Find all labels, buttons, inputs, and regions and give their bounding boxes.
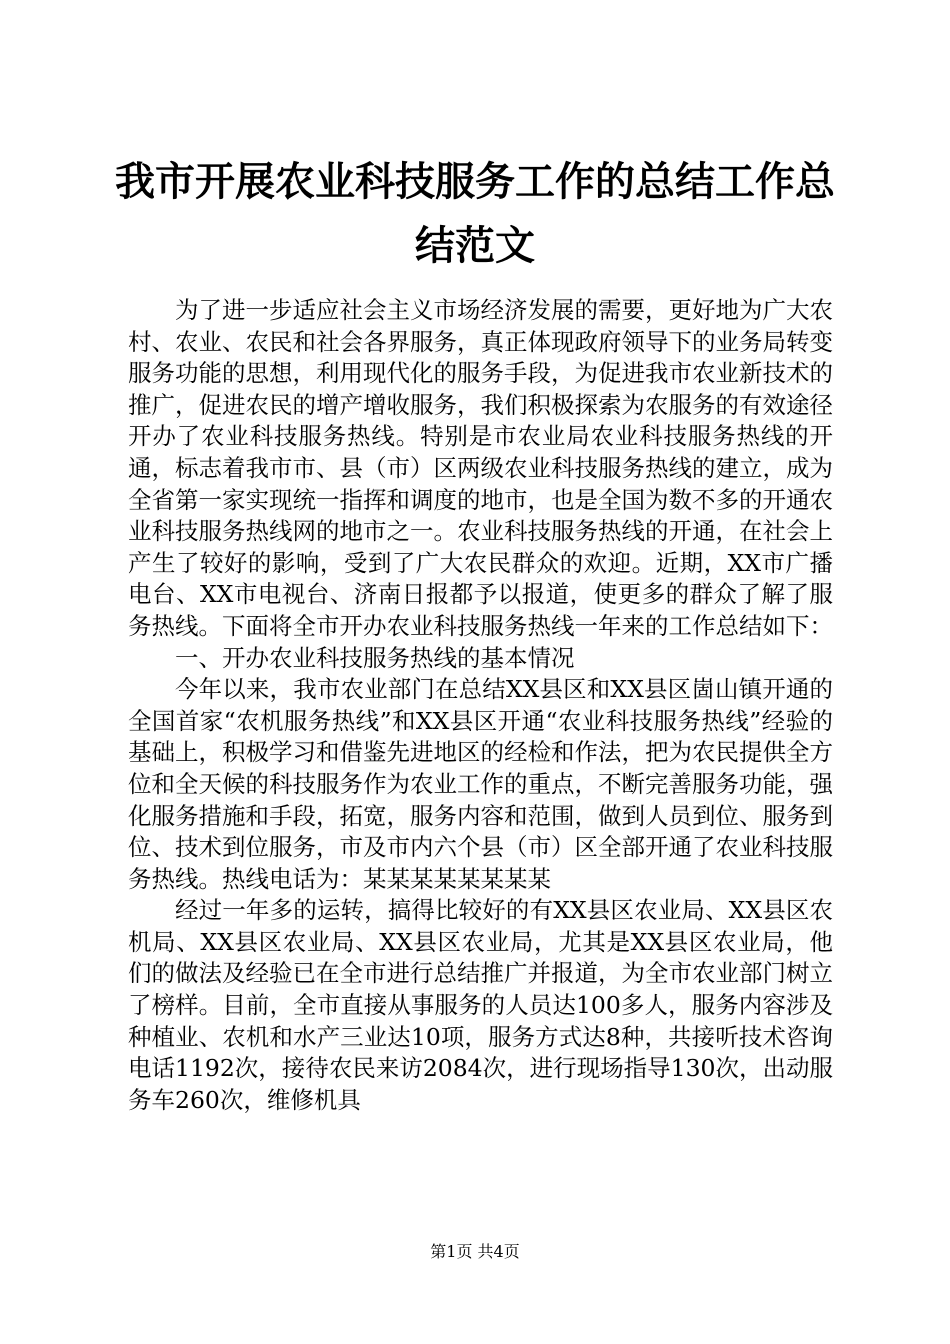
document-title: 我市开展农业科技服务工作的总结工作总结范文 — [115, 158, 835, 269]
paragraph-intro: 为了进一步适应社会主义市场经济发展的需要，更好地为广大农村、农业、农民和社会各界服务，真正体现政府领导下的业务局转变服务功能的思想，利用现代化的服务手段，为促进我市农业新技术的推广，促进农民的增产增收服务，我们积极探索为农服务的有效途径开办了农业科技服务热线。特别是市农业局农业科技服务热线的开通，标志着我市市、县（市）区两级农业科技服务热线的建立，成为全省第一家实现统一指挥和调度的地市，也是全国为数不多的开通农业科技服务热线网的地市之一。农业科技服务热线的开通，在社会上产生了较好的影响，受到了广大农民群众的欢迎。近期，XX市广播电台、XX市电视台、济南日报都予以报道，使更多的群众了解了服务热线。下面将全市开办农业科技服务热线一年来的工作总结如下： — [128, 296, 833, 640]
document-body — [128, 295, 833, 1116]
paragraph-results: 经过一年多的运转，搞得比较好的有XX县区农业局、XX县区农机局、XX县区农业局、XX县区农业局，尤其是XX县区农业局，他们的做法及经验已在全市进行总结推广并报道，为全市农业部门树立了榜样。目前，全市直接从事服务的人员达100多人，服务内容涉及种植业、农机和水产三业达10项，服务方式达8种，共接听技术咨询电话1192次，接待农民来访2084次，进行现场指导130次，出动服务车260次，维修机具 — [128, 896, 833, 1114]
paragraph-basic-situation: 今年以来，我市农业部门在总结XX县区和XX县区崮山镇开通的全国首家“农机服务热线”和XX县区开通“农业科技服务热线”经验的基础上，积极学习和借鉴先进地区的经检和作法，把为农民提供全方位和全天候的科技服务作为农业工作的重点，不断完善服务功能，强化服务措施和手段，拓宽，服务内容和范围，做到人员到位、服务到位、技术到位服务，市及市内六个县（市）区全部开通了农业科技服务热线。热线电话为：某某某某某某某某 — [128, 675, 833, 893]
section-heading: 一、开办农业科技服务热线的基本情况 — [175, 643, 575, 672]
page-footer: 第1页 共4页 — [430, 1242, 520, 1261]
